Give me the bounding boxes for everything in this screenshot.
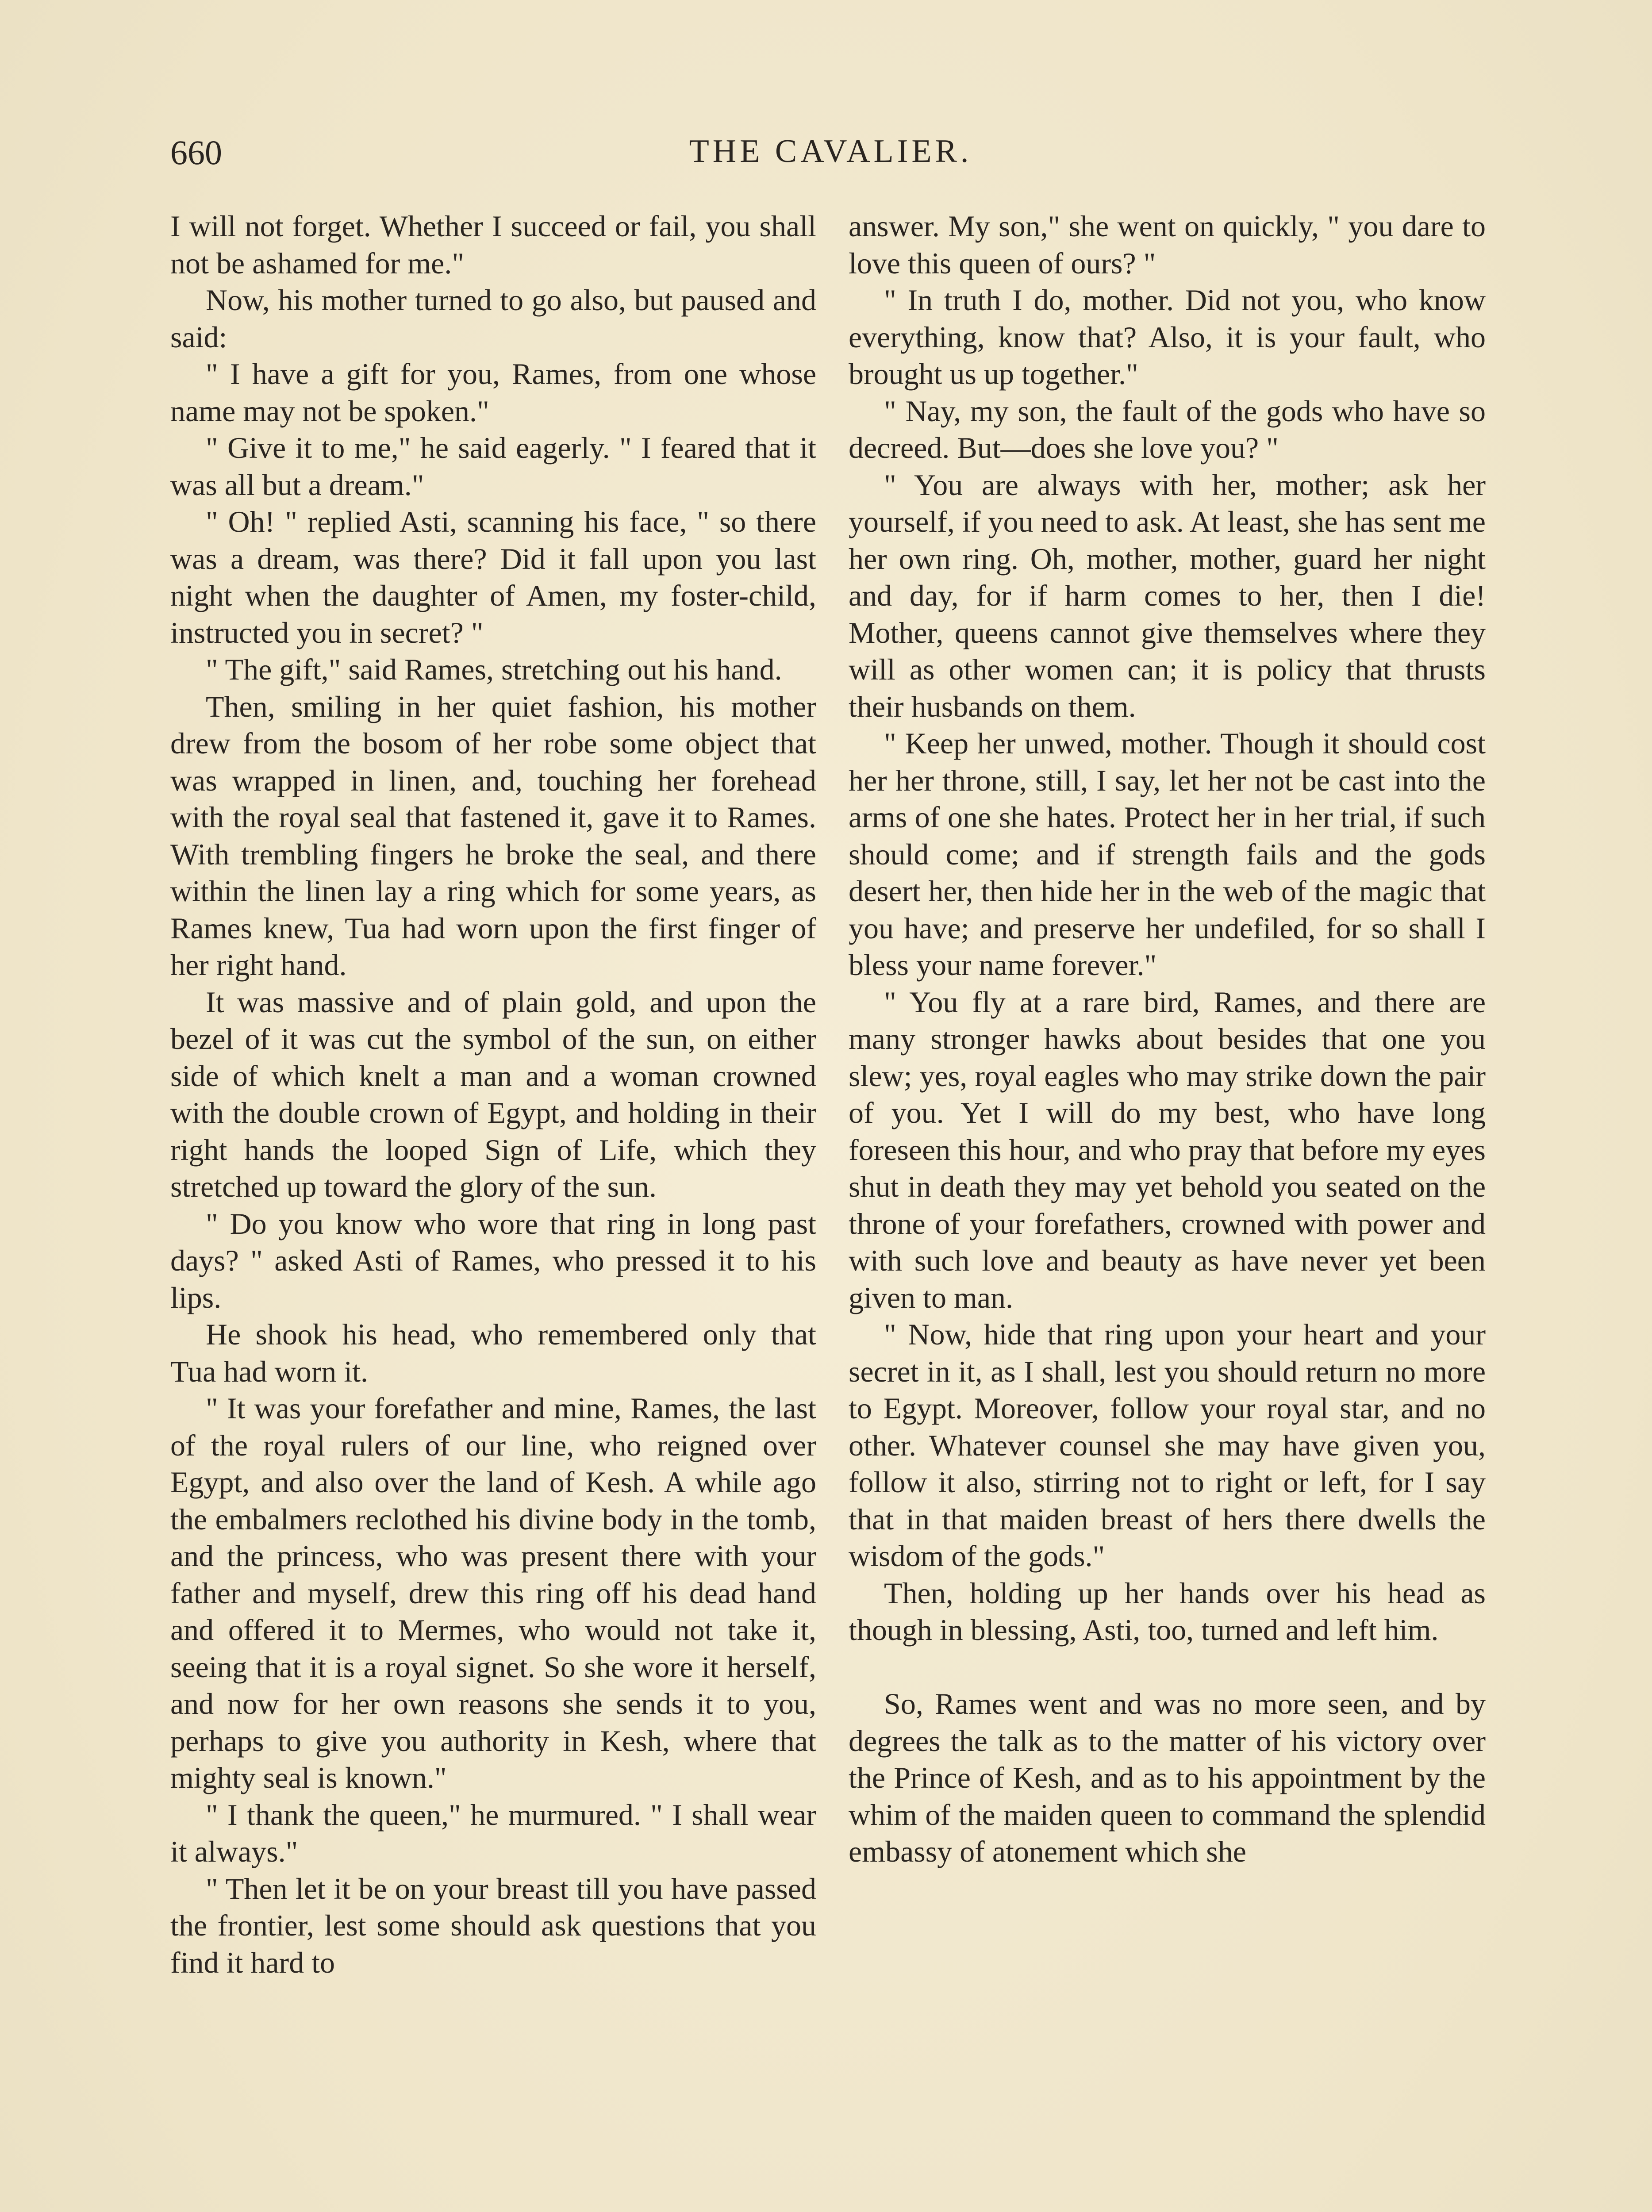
paragraph: It was massive and of plain gold, and upon the bezel of it was cut the symbol of the sun, on either side of which knelt a man and a woman crowned with the double crown of Egypt, and holding in their right hands the looped Sign of Life, which they stretched up toward the glory of the sun. — [170, 985, 816, 1203]
paragraph: answer. My son," she went on quickly, " you dare to love this queen of ours? " — [849, 209, 1486, 280]
paragraph: " You fly at a rare bird, Rames, and there are many stronger hawks about besides that one you slew; yes, royal eagles who may strike down the pair of you. Yet I will do my best, who have long foreseen this hour, and who pray that before my eyes shut in death they may yet behold you seated on the throne of your forefathers, crowned with power and with such love and beauty as have never yet been given to man. — [849, 985, 1486, 1314]
left-column — [170, 208, 816, 1981]
paragraph: " You are always with her, mother; ask her yourself, if you need to ask. At least, she has sent me her own ring. Oh, mother, mother, guard her night and day, for if harm comes to her, then I die! Mother, queens cannot give themselves where they will as other women can; it is policy that thrusts their husbands on them. — [849, 468, 1486, 723]
paragraph: " It was your forefather and mine, Rames, the last of the royal rulers of our line, who reigned over Egypt, and also over the land of Kesh. A while ago the embalmers reclothed his divine body in the tomb, and the princess, who was present there with your father and myself, drew this ring off his dead hand and offered it to Mermes, who would not take it, seeing that it is a royal signet. So she wore it herself, and now for her own reasons she sends it to you, perhaps to give you authority in Kesh, where that mighty seal is known." — [170, 1391, 816, 1794]
paragraph: " Nay, my son, the fault of the gods who have so decreed. But—does she love you? " — [849, 394, 1486, 465]
page-header — [170, 133, 1491, 181]
paragraph: " Now, hide that ring upon your heart and your secret in it, as I shall, lest you should return no more to Egypt. Moreover, follow your royal star, and no other. Whatever counsel she may have given you, follow it also, stirring not to right or left, for I say that in that maiden breast of hers there dwells the wisdom of the gods." — [849, 1317, 1486, 1573]
paragraph: " Oh! " replied Asti, scanning his face, " so there was a dream, was there? Did it fall upon you last night when the daughter of Amen, my foster-child, instructed you in secret? " — [170, 505, 816, 649]
paragraph: So, Rames went and was no more seen, and by degrees the talk as to the matter of his victory over the Prince of Kesh, and as to his appointment by the whim of the maiden queen to command the splendid embassy of atonement which she — [849, 1687, 1486, 1868]
paragraph: " Keep her unwed, mother. Though it should cost her her throne, still, I say, let her not be cast into the arms of one she hates. Protect her in her trial, if such should come; and if strength fails and the gods desert her, then hide her in the web of the magic that you have; and preserve her undefiled, for so shall I bless your name forever." — [849, 726, 1486, 982]
running-head: THE CAVALIER. — [689, 133, 972, 169]
paragraph: " I have a gift for you, Rames, from one whose name may not be spoken." — [170, 357, 816, 428]
page-number: 660 — [170, 133, 222, 172]
paragraph: " Then let it be on your breast till you have passed the frontier, lest some should ask questions that you find it hard to — [170, 1871, 816, 1979]
paragraph: " The gift," said Rames, stretching out his hand. — [206, 653, 782, 686]
paragraph: " Do you know who wore that ring in long past days? " asked Asti of Rames, who pressed it to his lips. — [170, 1206, 816, 1314]
paragraph: I will not forget. Whether I succeed or fail, you shall not be ashamed for me." — [170, 209, 816, 280]
section-break — [849, 1649, 1486, 1686]
paragraph: Now, his mother turned to go also, but paused and said: — [170, 283, 816, 354]
right-column — [849, 208, 1486, 1870]
paragraph: " Give it to me," he said eagerly. " I feared that it was all but a dream." — [170, 431, 816, 502]
paragraph: " I thank the queen," he murmured. " I shall wear it always." — [170, 1797, 816, 1868]
paragraph: " In truth I do, mother. Did not you, who know everything, know that? Also, it is your fault, who brought us up together." — [849, 283, 1486, 391]
paragraph: Then, smiling in her quiet fashion, his mother drew from the bosom of her robe some object that was wrapped in linen, and, touching her forehead with the royal seal that fastened it, gave it to Rames. With trembling fingers he broke the seal, and there within the linen lay a ring which for some years, as Rames knew, Tua had worn upon the first finger of her right hand. — [170, 689, 816, 982]
paragraph: He shook his head, who remembered only that Tua had worn it. — [170, 1317, 816, 1388]
paragraph: Then, holding up her hands over his head as though in blessing, Asti, too, turned and left him. — [849, 1576, 1486, 1647]
